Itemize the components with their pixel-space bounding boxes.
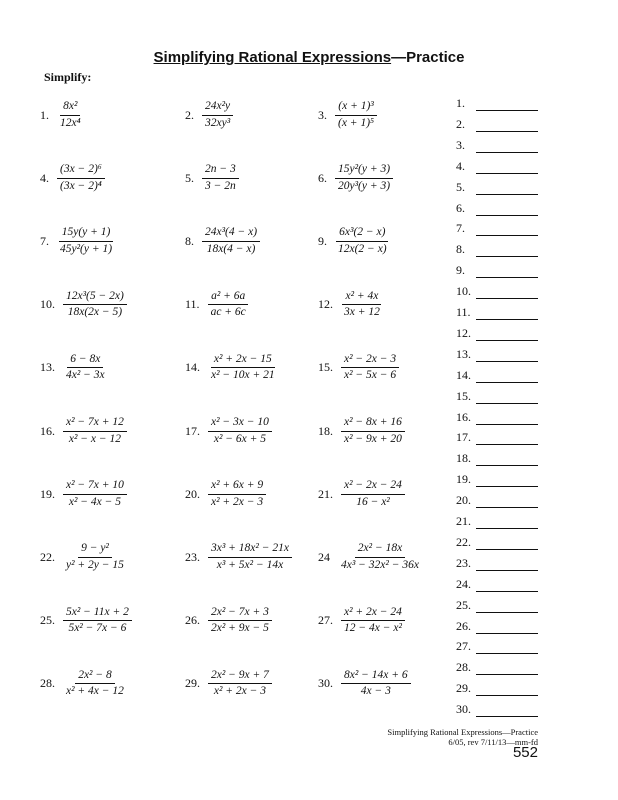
answer-line[interactable] xyxy=(476,214,538,216)
answer-blank[interactable] xyxy=(456,305,546,320)
fraction-denominator: 12x(2 − x) xyxy=(338,242,387,255)
fraction-denominator: ac + 6c xyxy=(210,306,246,319)
answer-line[interactable] xyxy=(476,443,538,445)
answer-number: 9. xyxy=(456,263,465,278)
fraction-denominator: 20y³(y + 3) xyxy=(338,179,391,192)
fraction-numerator: 24x²y xyxy=(202,101,233,116)
fraction-numerator: 6x³(2 − x) xyxy=(336,227,388,242)
footer-line-1: Simplifying Rational Expressions—Practice xyxy=(387,727,538,737)
fraction xyxy=(202,227,260,255)
fraction xyxy=(63,607,132,635)
fraction xyxy=(63,291,127,319)
problem-number: 11. xyxy=(185,297,200,312)
fraction xyxy=(341,354,399,382)
page-title xyxy=(0,49,618,66)
fraction xyxy=(341,480,405,508)
fraction xyxy=(335,164,393,192)
fraction-denominator: (x + 1)⁵ xyxy=(338,116,375,129)
problem-item xyxy=(185,601,272,641)
answer-blank[interactable] xyxy=(456,263,546,278)
answer-blank[interactable] xyxy=(456,284,546,299)
answer-number: 29. xyxy=(456,681,471,696)
answer-number: 20. xyxy=(456,493,471,508)
answer-blank[interactable] xyxy=(456,430,546,445)
fraction xyxy=(57,164,105,192)
fraction xyxy=(208,417,272,445)
fraction-numerator: 2x² − 8 xyxy=(75,670,115,685)
answer-line[interactable] xyxy=(476,423,538,425)
answer-line[interactable] xyxy=(476,360,538,362)
fraction-denominator: 18x(4 − x) xyxy=(206,242,256,255)
problem-item xyxy=(318,348,399,388)
problem-item xyxy=(185,95,233,135)
answer-blank[interactable] xyxy=(456,472,546,487)
fraction xyxy=(341,417,405,445)
fraction-numerator: 2x² − 9x + 7 xyxy=(208,670,272,685)
problem-item xyxy=(318,601,405,641)
answer-line[interactable] xyxy=(476,297,538,299)
problem-number: 27. xyxy=(318,613,333,628)
answer-line[interactable] xyxy=(476,673,538,675)
fraction-numerator: x² − 7x + 10 xyxy=(63,480,127,495)
answer-blank[interactable] xyxy=(456,493,546,508)
fraction-denominator: 3 − 2n xyxy=(205,179,236,192)
fraction-numerator: x² + 4x xyxy=(342,291,381,306)
answer-blank[interactable] xyxy=(456,514,546,529)
answer-blank[interactable] xyxy=(456,556,546,571)
title-main: Simplifying Rational Expressions xyxy=(153,49,392,66)
fraction-numerator: 15y²(y + 3) xyxy=(335,164,393,179)
fraction xyxy=(208,670,272,698)
problem-item xyxy=(185,221,260,261)
answer-number: 8. xyxy=(456,242,465,257)
answer-number: 7. xyxy=(456,221,465,236)
instruction-label: Simplify: xyxy=(44,70,92,84)
answer-number: 6. xyxy=(456,200,465,215)
answer-blank[interactable] xyxy=(456,577,546,592)
answer-line[interactable] xyxy=(476,402,538,404)
answer-blank[interactable] xyxy=(456,117,546,132)
answer-line[interactable] xyxy=(476,506,538,508)
fraction-denominator: 18x(2x − 5) xyxy=(67,306,123,319)
answer-number: 17. xyxy=(456,430,471,445)
fraction-denominator: 16 − x² xyxy=(356,495,390,508)
problem-number: 22. xyxy=(40,549,55,564)
fraction-numerator: 24x³(4 − x) xyxy=(202,227,260,242)
fraction-denominator: x² − 9x + 20 xyxy=(344,432,402,445)
fraction-denominator: 12 − 4x − x² xyxy=(344,622,402,635)
fraction-denominator: x² − 10x + 21 xyxy=(211,369,275,382)
problem-number: 13. xyxy=(40,360,55,375)
answer-line[interactable] xyxy=(476,255,538,257)
answer-blank[interactable] xyxy=(456,639,546,654)
problem-item xyxy=(318,411,405,451)
fraction-denominator: 32xy³ xyxy=(205,116,231,129)
answer-line[interactable] xyxy=(476,611,538,613)
fraction xyxy=(63,417,127,445)
answer-blank[interactable] xyxy=(456,368,546,383)
answer-line[interactable] xyxy=(476,193,538,195)
answer-number: 3. xyxy=(456,137,465,152)
problem-number: 12. xyxy=(318,297,333,312)
problem-item xyxy=(40,285,127,325)
fraction xyxy=(335,101,377,129)
problem-item xyxy=(318,474,405,514)
fraction-numerator: x² − 2x − 24 xyxy=(341,480,405,495)
fraction-numerator: a² + 6a xyxy=(208,291,248,306)
answer-line[interactable] xyxy=(476,464,538,466)
fraction-numerator: x² + 2x − 24 xyxy=(341,607,405,622)
fraction-numerator: 9 − y² xyxy=(78,543,112,558)
fraction xyxy=(202,164,239,192)
answer-number: 27. xyxy=(456,639,471,654)
problem-number: 10. xyxy=(40,297,55,312)
answer-blank[interactable] xyxy=(456,347,546,362)
answer-number: 30. xyxy=(456,702,471,717)
answer-blank[interactable] xyxy=(456,702,546,717)
fraction xyxy=(63,543,127,571)
fraction-numerator: x² − 3x − 10 xyxy=(208,417,272,432)
problem-item xyxy=(185,537,292,577)
answer-line[interactable] xyxy=(476,381,538,383)
fraction-numerator: x² − 2x − 3 xyxy=(341,354,399,369)
answer-number: 25. xyxy=(456,597,471,612)
fraction-denominator: 4x³ − 32x² − 36x xyxy=(341,558,419,571)
problem-item xyxy=(318,95,377,135)
fraction xyxy=(208,607,272,635)
answer-number: 15. xyxy=(456,388,471,403)
answer-blank[interactable] xyxy=(456,96,546,111)
answer-line[interactable] xyxy=(476,527,538,529)
answer-line[interactable] xyxy=(476,109,538,111)
problem-item xyxy=(40,158,105,198)
problem-item xyxy=(185,348,278,388)
fraction-denominator: x² + 2x − 3 xyxy=(211,495,264,508)
answer-line[interactable] xyxy=(476,590,538,592)
problem-number: 23. xyxy=(185,549,200,564)
fraction xyxy=(63,670,127,698)
fraction-denominator: (3x − 2)⁴ xyxy=(60,179,102,192)
fraction-denominator: x³ + 5x² − 14x xyxy=(216,558,284,571)
answer-number: 11. xyxy=(456,305,471,319)
fraction xyxy=(341,607,405,635)
fraction-numerator: 2x² − 7x + 3 xyxy=(208,607,272,622)
footer-line-2: 6/05, rev 7/11/13—mm-fd xyxy=(448,737,538,747)
fraction-denominator: x² + 4x − 12 xyxy=(66,685,124,698)
answer-number: 5. xyxy=(456,179,465,194)
answer-number: 12. xyxy=(456,325,471,340)
problem-number: 7. xyxy=(40,233,49,248)
answer-blank[interactable] xyxy=(456,660,546,675)
problem-item xyxy=(318,285,383,325)
fraction-denominator: x² − 5x − 6 xyxy=(344,369,397,382)
answer-number: 26. xyxy=(456,618,471,633)
answer-line[interactable] xyxy=(476,276,538,278)
problem-item xyxy=(40,411,127,451)
answer-blank[interactable] xyxy=(456,389,546,404)
fraction-denominator: y² + 2y − 15 xyxy=(66,558,124,571)
answer-line[interactable] xyxy=(476,318,538,320)
problem-number: 24 xyxy=(318,549,330,564)
answer-blank[interactable] xyxy=(456,201,546,216)
answer-number: 4. xyxy=(456,158,465,173)
answer-line[interactable] xyxy=(476,569,538,571)
problem-item xyxy=(318,664,411,704)
problem-number: 19. xyxy=(40,486,55,501)
answer-blank[interactable] xyxy=(456,619,546,634)
problem-number: 14. xyxy=(185,360,200,375)
fraction-numerator: 2n − 3 xyxy=(202,164,239,179)
problem-item xyxy=(40,348,108,388)
problem-item xyxy=(40,664,127,704)
fraction xyxy=(341,670,411,698)
fraction-denominator: 5x² − 7x − 6 xyxy=(68,622,127,635)
answer-line[interactable] xyxy=(476,715,538,717)
problem-item xyxy=(185,664,272,704)
problem-item xyxy=(40,95,84,135)
problem-item xyxy=(185,411,272,451)
answer-line[interactable] xyxy=(476,548,538,550)
problem-item xyxy=(185,158,239,198)
problem-number: 4. xyxy=(40,170,49,185)
problem-number: 21. xyxy=(318,486,333,501)
answer-blank[interactable] xyxy=(456,326,546,341)
answer-number: 28. xyxy=(456,660,471,675)
problem-number: 16. xyxy=(40,423,55,438)
fraction-numerator: 12x³(5 − 2x) xyxy=(63,291,127,306)
fraction-numerator: x² + 2x − 15 xyxy=(211,354,275,369)
fraction-numerator: (x + 1)³ xyxy=(335,101,376,116)
fraction xyxy=(208,291,249,319)
fraction xyxy=(202,101,233,129)
fraction-numerator: 2x² − 18x xyxy=(355,543,405,558)
problem-number: 29. xyxy=(185,676,200,691)
fraction-denominator: 4x − 3 xyxy=(360,685,391,698)
fraction-denominator: x² + 2x − 3 xyxy=(213,685,267,698)
fraction-denominator: 3x + 12 xyxy=(344,306,380,319)
fraction xyxy=(63,480,127,508)
problem-item xyxy=(185,285,249,325)
answer-blank[interactable] xyxy=(456,138,546,153)
problem-item xyxy=(318,158,393,198)
answer-line[interactable] xyxy=(476,694,538,696)
answer-line[interactable] xyxy=(476,234,538,236)
problem-number: 30. xyxy=(318,676,333,691)
answer-line[interactable] xyxy=(476,172,538,174)
answer-number: 22. xyxy=(456,534,471,549)
answer-blank[interactable] xyxy=(456,451,546,466)
answer-number: 1. xyxy=(456,96,465,110)
problem-number: 15. xyxy=(318,360,333,375)
answer-blank[interactable] xyxy=(456,242,546,257)
fraction-denominator: 2x² + 9x − 5 xyxy=(211,622,269,635)
answer-blank[interactable] xyxy=(456,681,546,696)
fraction xyxy=(341,291,383,319)
answer-line[interactable] xyxy=(476,652,538,654)
answer-number: 21. xyxy=(456,514,471,528)
problem-number: 1. xyxy=(40,107,49,122)
answer-number: 2. xyxy=(456,116,465,131)
problem-item xyxy=(318,537,422,577)
fraction-numerator: x² − 7x + 12 xyxy=(63,417,127,432)
answer-line[interactable] xyxy=(476,485,538,487)
problem-item xyxy=(40,221,115,261)
answer-line[interactable] xyxy=(476,632,538,634)
page-number: 552 xyxy=(512,744,538,761)
problem-number: 3. xyxy=(318,107,327,122)
problem-item xyxy=(40,601,132,641)
answer-number: 23. xyxy=(456,555,471,570)
fraction-numerator: 15y(y + 1) xyxy=(59,227,114,242)
problem-number: 26. xyxy=(185,613,200,628)
answer-line[interactable] xyxy=(476,339,538,341)
problem-number: 28. xyxy=(40,676,55,691)
answer-blank[interactable] xyxy=(456,180,546,195)
fraction-numerator: 6 − 8x xyxy=(67,354,103,369)
fraction-numerator: 8x² − 14x + 6 xyxy=(341,670,411,685)
fraction xyxy=(208,354,278,382)
fraction-denominator: 45y²(y + 1) xyxy=(60,242,113,255)
fraction-denominator: 12x⁴ xyxy=(60,116,81,129)
answer-number: 24. xyxy=(456,576,471,591)
fraction-numerator: x² − 8x + 16 xyxy=(341,417,405,432)
fraction-numerator: (3x − 2)⁶ xyxy=(57,164,105,179)
fraction-numerator: 5x² − 11x + 2 xyxy=(63,607,132,622)
title-dash: —Practice xyxy=(391,49,465,66)
answer-blank[interactable] xyxy=(456,598,546,613)
answer-number: 14. xyxy=(456,367,471,382)
problem-number: 20. xyxy=(185,486,200,501)
fraction xyxy=(338,543,422,571)
problem-item xyxy=(185,474,266,514)
fraction-denominator: 4x² − 3x xyxy=(66,369,105,382)
fraction-denominator: x² − 6x + 5 xyxy=(213,432,267,445)
answer-number: 13. xyxy=(456,346,471,361)
problem-number: 25. xyxy=(40,613,55,628)
answer-blank[interactable] xyxy=(456,221,546,236)
fraction-denominator: x² − 4x − 5 xyxy=(68,495,122,508)
problem-number: 8. xyxy=(185,233,194,248)
fraction-numerator: 3x³ + 18x² − 21x xyxy=(208,543,292,558)
answer-number: 10. xyxy=(456,284,471,299)
fraction xyxy=(57,227,115,255)
answer-blank[interactable] xyxy=(456,535,546,550)
fraction-denominator: x² − x − 12 xyxy=(68,432,122,445)
problem-item xyxy=(40,537,127,577)
problem-number: 5. xyxy=(185,170,194,185)
answer-line[interactable] xyxy=(476,151,538,153)
answer-line[interactable] xyxy=(476,130,538,132)
problem-number: 17. xyxy=(185,423,200,438)
problem-item xyxy=(40,474,127,514)
answer-blank[interactable] xyxy=(456,410,546,425)
answer-blank[interactable] xyxy=(456,159,546,174)
answer-number: 16. xyxy=(456,409,471,424)
fraction xyxy=(335,227,390,255)
answer-number: 19. xyxy=(456,472,471,487)
problem-number: 2. xyxy=(185,107,194,122)
fraction-numerator: 8x² xyxy=(60,101,80,116)
fraction xyxy=(208,480,266,508)
fraction-numerator: x² + 6x + 9 xyxy=(208,480,266,495)
problem-number: 9. xyxy=(318,233,327,248)
problem-item xyxy=(318,221,390,261)
answer-number: 18. xyxy=(456,451,471,466)
fraction xyxy=(208,543,292,571)
fraction xyxy=(63,354,108,382)
problem-number: 18. xyxy=(318,423,333,438)
fraction xyxy=(57,101,84,129)
problem-number: 6. xyxy=(318,170,327,185)
